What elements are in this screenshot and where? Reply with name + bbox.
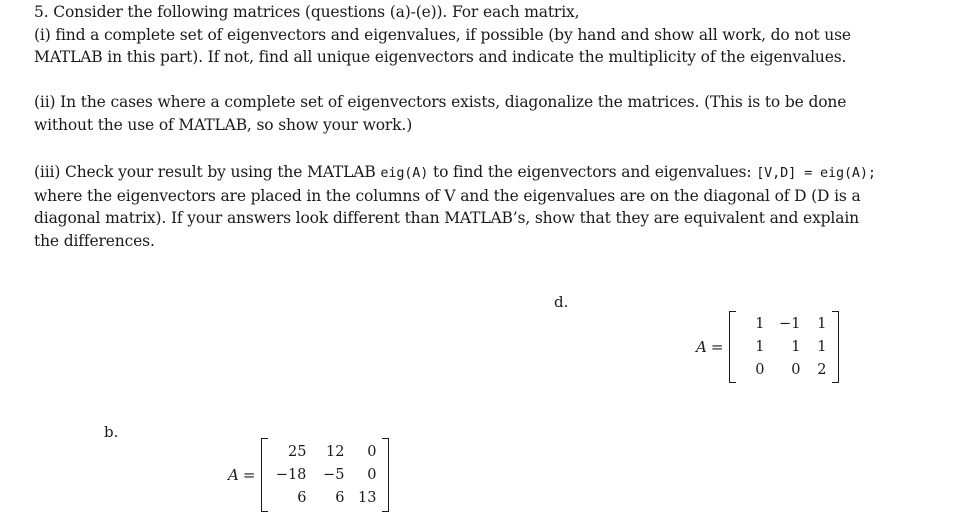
- part-iii-line-4: the differences.: [34, 231, 155, 250]
- code-vd-eig: [V,D] = eig(A);: [756, 165, 876, 181]
- part-iii-line-1: [34, 161, 934, 185]
- matrix-b: [228, 438, 389, 512]
- intro-line-1: 5. Consider the following matrices (questions (a)-(e)). For each matrix,: [34, 3, 580, 21]
- matrix-cell: 25: [287, 443, 307, 460]
- matrix-b-equals: =: [242, 466, 256, 484]
- part-ii-line-2: without the use of MATLAB, so show your work.): [34, 115, 413, 134]
- matrix-cell: 0: [755, 361, 765, 378]
- part-iii-line-3: diagonal matrix). If your answers look different than MATLAB’s, show that they are equivalent and explain: [34, 209, 859, 227]
- matrix-cell: 0: [367, 443, 377, 460]
- matrix-cell: 2: [817, 361, 827, 378]
- matrix-cell: 13: [357, 489, 377, 506]
- code-eig: eig(A): [380, 165, 429, 181]
- matrix-cell: 0: [367, 466, 377, 483]
- part-iii-prefix: (iii) Check your result by using the MATLAB: [34, 163, 381, 181]
- matrix-cell: 0: [791, 361, 801, 378]
- matrix-d-entries: [736, 313, 832, 382]
- part-iii: [34, 161, 934, 252]
- matrix-d-equals: =: [710, 338, 724, 356]
- matrix-cell: 1: [817, 315, 827, 332]
- part-ii: [34, 91, 934, 136]
- matrix-cell: −5: [323, 466, 345, 483]
- part-iii-line-2: where the eigenvectors are placed in the columns of V and the eigenvalues are on the diagonal of D (D is a: [34, 186, 861, 205]
- matrix-d: [696, 311, 839, 383]
- intro-line-2: (i) find a complete set of eigenvectors and eigenvalues, if possible (by hand and show all work, do not use: [34, 25, 851, 44]
- matrix-cell: −18: [275, 466, 307, 483]
- problem-b-label: b.: [104, 423, 119, 441]
- matrix-b-var: A: [228, 466, 239, 484]
- right-bracket: [382, 438, 389, 512]
- intro-line-3: MATLAB in this part). If not, find all unique eigenvectors and indicate the multiplicity of the eigenvalues.: [34, 48, 847, 66]
- question-intro: [34, 1, 934, 69]
- matrix-d-lhs: [696, 338, 723, 356]
- matrix-cell: 1: [755, 338, 765, 355]
- matrix-cell: 1: [791, 338, 801, 355]
- part-ii-line-1: (ii) In the cases where a complete set of eigenvectors exists, diagonalize the matrices. (This is to be done: [34, 93, 847, 111]
- matrix-cell: 6: [335, 489, 345, 506]
- left-bracket: [261, 438, 268, 512]
- matrix-b-entries: [268, 441, 382, 510]
- matrix-cell: 12: [325, 443, 345, 460]
- matrix-cell: 1: [755, 315, 765, 332]
- left-bracket: [729, 311, 736, 383]
- matrix-cell: 1: [817, 338, 827, 355]
- right-bracket: [832, 311, 839, 383]
- matrix-cell: 6: [297, 489, 307, 506]
- part-iii-middle: to find the eigenvectors and eigenvalues:: [428, 163, 757, 181]
- matrix-d-var: A: [696, 338, 707, 356]
- problem-d-label: d.: [554, 293, 569, 311]
- matrix-cell: −1: [779, 315, 801, 332]
- matrix-b-lhs: [228, 466, 255, 484]
